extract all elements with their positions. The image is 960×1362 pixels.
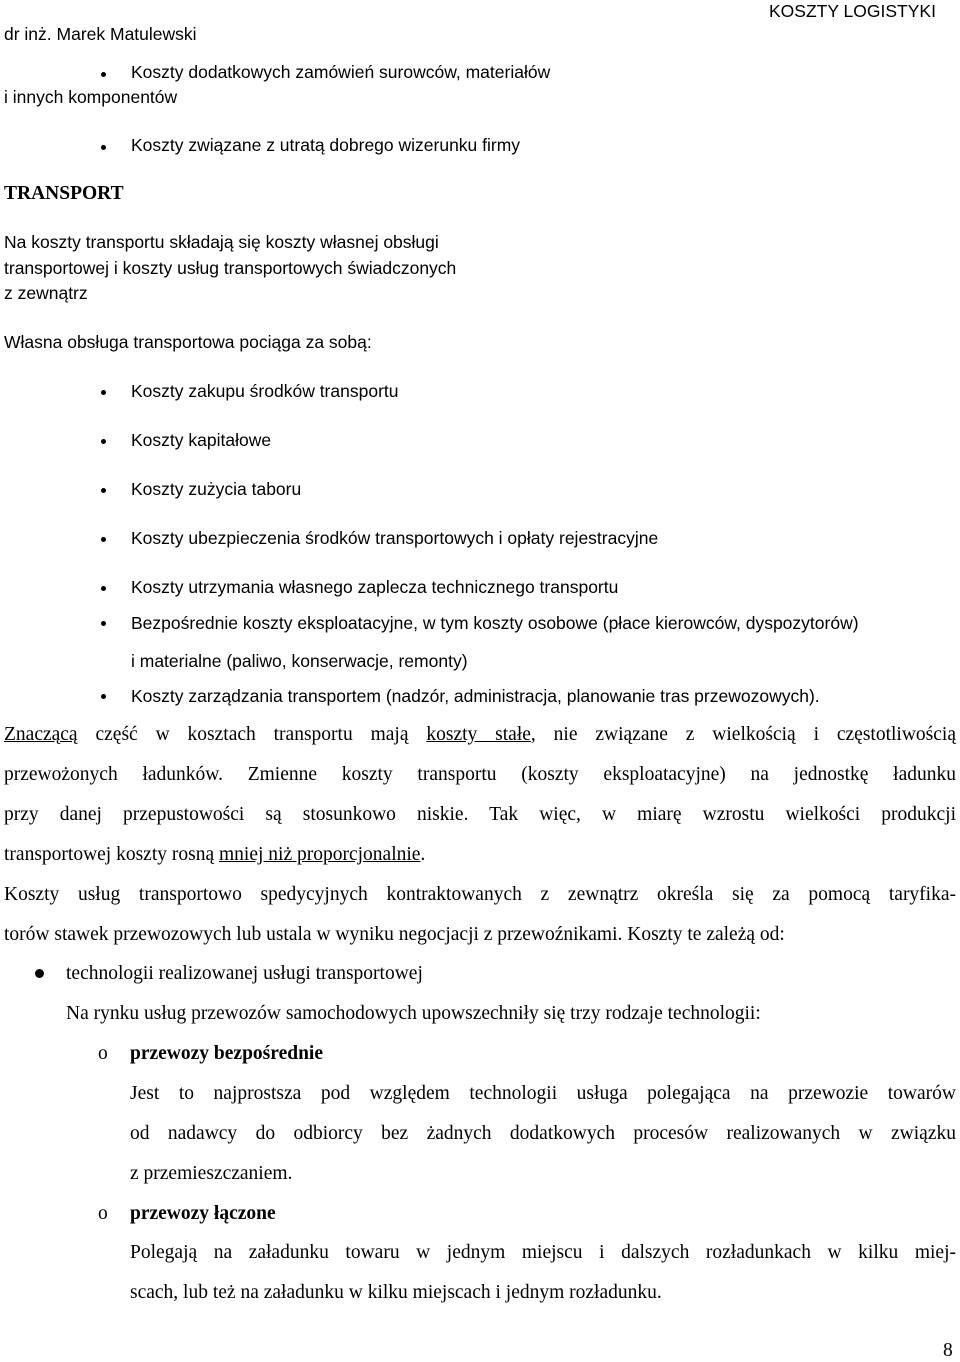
paragraph-line: scach, lub też na załadunku w kilku miejscach i jednym rozładunku.	[130, 1282, 662, 1303]
page-number: 8	[943, 1340, 953, 1361]
paragraph-line: torów stawek przewozowych lub ustala w wyniku negocjacji z przewoźnikami. Koszty te zależą od:	[4, 924, 785, 945]
list-item-continuation: i materialne (paliwo, konserwacje, remonty)	[131, 651, 468, 671]
paragraph-line: od nadawcy do odbiorcy bez żadnych dodatkowych procesów realizowanych w związku	[130, 1123, 956, 1144]
paragraph-line: Polegają na załadunku towaru w jednym miejscu i dalszych rozładunkach w kilku miej-	[130, 1242, 956, 1263]
paragraph-line: przy danej przepustowości są stosunkowo niskie. Tak więc, w miarę wzrostu wielkości produkcji	[4, 804, 956, 825]
list-item-continuation: i innych komponentów	[4, 87, 178, 107]
list-item: Koszty kapitałowe	[131, 430, 272, 450]
list-item: Koszty zakupu środków transportu	[131, 381, 399, 401]
list-item: Koszty zużycia taboru	[131, 479, 302, 499]
intro-line: Na koszty transportu składają się koszty własnej obsługi	[4, 232, 439, 252]
bullet-marker	[101, 439, 106, 444]
sub-bullet-marker: o	[98, 1043, 108, 1064]
bullet-marker	[101, 488, 106, 493]
paragraph-line	[4, 724, 956, 746]
bullet-marker	[101, 390, 106, 395]
bullet-marker	[101, 586, 106, 591]
emphasis-underlined: Znaczącą	[4, 724, 78, 745]
paragraph-line: z przemieszczaniem.	[130, 1163, 293, 1184]
list-item: Koszty dodatkowych zamówień surowców, materiałów	[131, 62, 551, 82]
intro-line: transportowej i koszty usług transportowych świadczonych	[4, 258, 457, 278]
list-item: Koszty utrzymania własnego zaplecza technicznego transportu	[131, 577, 619, 597]
text-run: , nie związane z wielkością i częstotliwością	[530, 724, 956, 745]
text-run: .	[420, 844, 426, 865]
paragraph-line: Jest to najprostsza pod względem technologii usługa polegająca na przewozie towarów	[130, 1083, 956, 1104]
bullet-marker	[101, 621, 106, 626]
list-item: Koszty ubezpieczenia środków transportowych i opłaty rejestracyjne	[131, 528, 659, 548]
list-item: technologii realizowanej usługi transportowej	[66, 963, 423, 984]
own-service-label: Własna obsługa transportowa pociąga za sobą:	[4, 332, 372, 352]
section-heading: TRANSPORT	[4, 183, 124, 204]
author-name: dr inż. Marek Matulewski	[4, 24, 197, 44]
sub-bullet-marker: o	[98, 1203, 108, 1224]
list-item: Koszty zarządzania transportem (nadzór, administracja, planowanie tras przewozowych).	[131, 686, 820, 706]
text-run: transportowej koszty rosną	[4, 844, 219, 865]
sub-item-title: przewozy bezpośrednie	[130, 1043, 323, 1064]
bullet-marker	[101, 72, 106, 77]
sub-item-title: przewozy łączone	[130, 1203, 276, 1224]
list-item: Bezpośrednie koszty eksploatacyjne, w tym koszty osobowe (płace kierowców, dyspozytorów)	[131, 613, 859, 633]
text-run: część w kosztach transportu mają	[77, 724, 427, 745]
paragraph-line	[4, 844, 425, 866]
bullet-marker	[35, 969, 44, 978]
page-title: KOSZTY LOGISTYKI	[769, 1, 936, 21]
paragraph-line: Koszty usług transportowo spedycyjnych kontraktowanych z zewnątrz określa się za pomocą taryfika-	[4, 884, 956, 905]
paragraph-line: przewożonych ładunków. Zmienne koszty transportu (koszty eksploatacyjne) na jednostkę ładunku	[4, 764, 956, 785]
bullet-marker	[101, 694, 106, 699]
intro-line: z zewnątrz	[4, 283, 88, 303]
emphasis-underlined: mniej niż proporcjonalnie	[219, 844, 421, 865]
list-item: Koszty związane z utratą dobrego wizerunku firmy	[131, 135, 521, 155]
bullet-marker	[101, 537, 106, 542]
paragraph-line: Na rynku usług przewozów samochodowych upowszechniły się trzy rodzaje technologii:	[66, 1003, 761, 1024]
bullet-marker	[101, 145, 106, 150]
emphasis-underlined: koszty stałe	[426, 724, 531, 745]
